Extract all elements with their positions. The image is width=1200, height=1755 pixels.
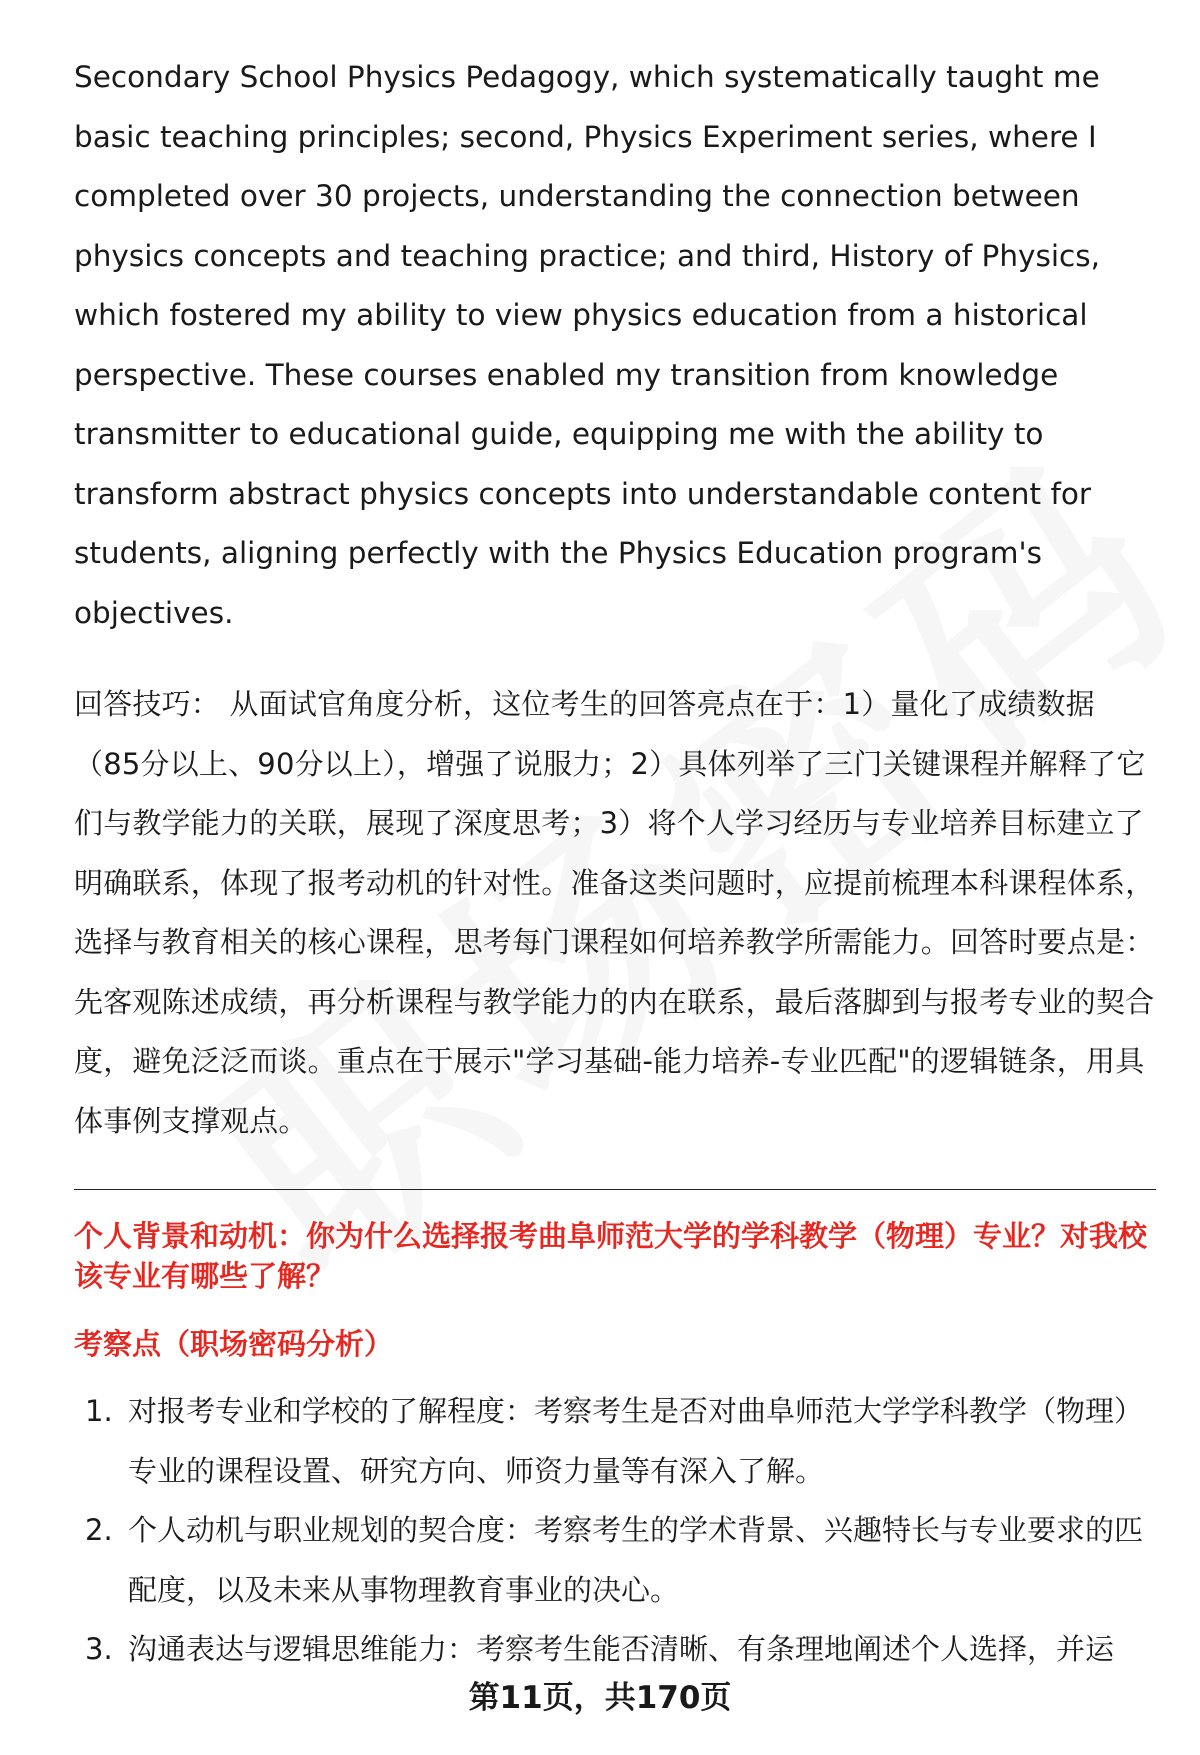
- assessment-heading: 考察点（职场密码分析）: [74, 1327, 394, 1361]
- point-text: 对报考专业和学校的了解程度：考察考生是否对曲阜师范大学学科教学（物理）专业的课程设置、研究方向、师资力量等有深入了解。: [128, 1394, 1144, 1488]
- page-footer: 第11页，共170页: [468, 1680, 732, 1716]
- point-text: 沟通表达与逻辑思维能力：考察考生能否清晰、有条理地阐述个人选择，并运: [128, 1632, 1115, 1666]
- document-page: [74, 48, 1156, 1680]
- assessment-points-list: [74, 1382, 1156, 1680]
- question-heading: 个人背景和动机：你为什么选择报考曲阜师范大学的学科教学（物理）专业？对我校该专业有哪些了解？: [74, 1219, 1148, 1293]
- point-text: 个人动机与职业规划的契合度：考察考生的学术背景、兴趣特长与专业要求的匹配度，以及未来从事物理教育事业的决心。: [128, 1513, 1144, 1607]
- assessment-point: [74, 1620, 1156, 1680]
- point-number: 1.: [85, 1394, 113, 1428]
- answer-continuation: Secondary School Physics Pedagogy, which systematically taught me basic teaching principles; second, Physics Experiment series, where I completed over 30 projects, understanding the connection between physics concepts and teaching practice; and third, History of Physics, which fostered my ability to view physics education from a historical perspective. These courses enabled my transition from knowledge transmitter to educational guide, equipping me with the ability to transform abstract physics concepts into understandable content for students, aligning perfectly with the Physics Education program's objectives.: [74, 60, 1101, 630]
- section-divider: [74, 1189, 1156, 1190]
- answer-tip: [74, 675, 1156, 1151]
- point-number: 3.: [85, 1632, 113, 1666]
- assessment-point: [74, 1501, 1156, 1620]
- answer-tip-text: 从面试官角度分析，这位考生的回答亮点在于：1）量化了成绩数据（85分以上、90分以上），增强了说服力；2）具体列举了三门关键课程并解释了它们与教学能力的关联，展现了深度思考；3）将个人学习经历与专业培养目标建立了明确联系，体现了报考动机的针对性。准备这类问题时，应提前梳理本科课程体系，选择与教育相关的核心课程，思考每门课程如何培养教学所需能力。回答时要点是：先客观陈述成绩，再分析课程与教学能力的内在联系，最后落脚到与报考专业的契合度，避免泛泛而谈。重点在于展示"学习基础-能力培养-专业匹配"的逻辑链条，用具体事例支撑观点。: [74, 687, 1155, 1138]
- point-number: 2.: [85, 1513, 113, 1547]
- answer-tip-label: 回答技巧：: [74, 687, 221, 721]
- assessment-point: [74, 1382, 1156, 1501]
